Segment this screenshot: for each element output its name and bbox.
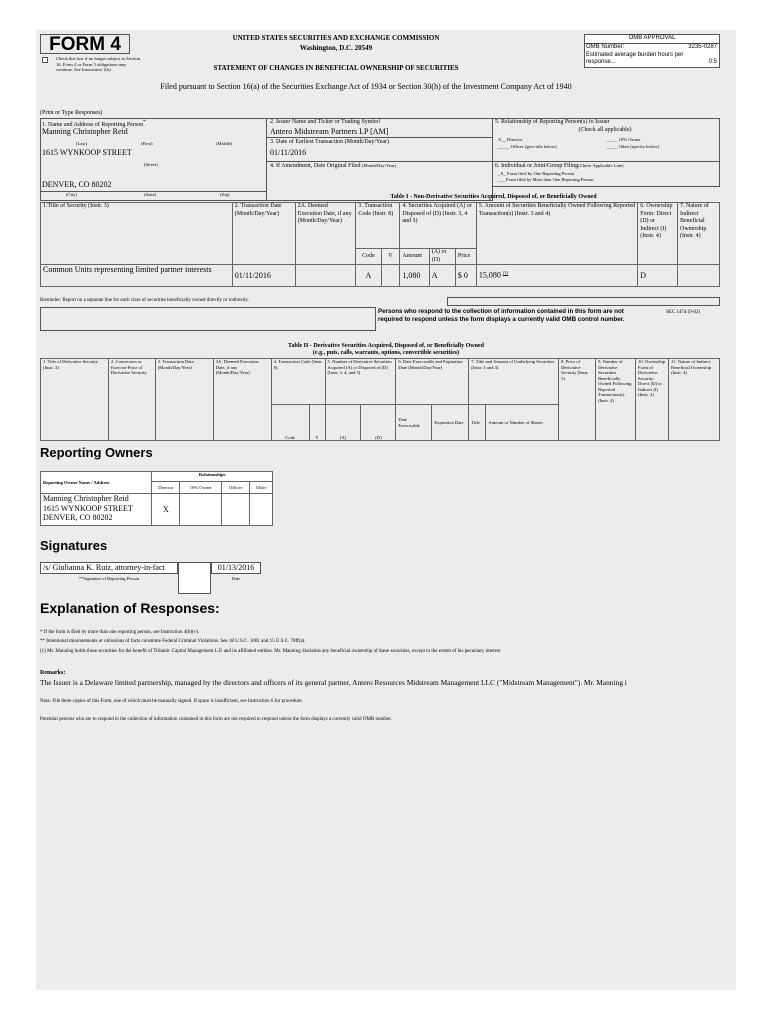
owner-city: DENVER, CO 80202 [43, 513, 113, 522]
owner-address [41, 494, 152, 526]
t1-row-nature [678, 265, 720, 287]
form-title: FORM 4 [40, 34, 130, 54]
state-label: (State) [144, 192, 157, 197]
t2-h10: 10. Ownership Form of Derivative Security: Direct (D) or Indirect (I) (Instr. 4) [636, 359, 669, 441]
signer-name: /s/ Giulianna K. Ruiz, attorney-in-fact [40, 562, 178, 574]
earliest-date: 01/11/2016 [270, 148, 307, 157]
omb-burden: 0.5 [708, 58, 717, 65]
agency-name: UNITED STATES SECURITIES AND EXCHANGE COMMISSION [232, 34, 440, 42]
t1-row-title: Common Units representing limited partner interests [41, 265, 233, 287]
relationship-check-all: (Check all applicable) [578, 127, 632, 133]
earliest-date-label: 3. Date of Earliest Transaction (Month/Day/Year) [270, 139, 390, 145]
relationship-officer: _____ Officer (give title below) [498, 144, 557, 149]
omb-number: 3235-0287 [688, 43, 717, 50]
t1-h4: 4. Securities Acquired (A) or Disposed of (D) (Instr. 3, 4 and 5) [400, 203, 476, 249]
t1-sub-ad: (A) or (D) [429, 249, 455, 265]
t2-h8: 8. Price of Derivative Security (Instr. 5) [559, 359, 596, 441]
t2-sub-title: Title [469, 405, 486, 441]
t2-h2: 2. Conversion or Exercise Price of Derivative Security [108, 359, 155, 441]
filing-one: _X_ Form filed by One Reporting Person [498, 171, 575, 176]
signature-spacer-box [178, 562, 211, 594]
remarks-text: The Issuer is a Delaware limited partnership, managed by the directors and officers of its general partner, Antero Resources Midstream Management LLC ("Midstream Management"). Mr. Manning i [40, 678, 627, 687]
omb-approval-box [584, 34, 720, 68]
issuer-label: 2. Issuer Name and Ticker or Trading Symbol [270, 119, 380, 125]
t2-sub-expiration: Expiration Date [432, 405, 469, 441]
reporting-person-city: DENVER, CO 80202 [42, 180, 112, 189]
t1-h7: 7. Nature of Indirect Beneficial Ownership (Instr. 4) [678, 203, 720, 265]
street-label: (Street) [144, 162, 158, 167]
t1-row-code: A [356, 265, 381, 287]
footnote-1-link[interactable]: (1) [502, 270, 509, 276]
signer-caption: **Signature of Reporting Person [78, 576, 140, 581]
t2-h7: 7. Title and Amount of Underlying Securities (Instr. 3 and 4) [469, 359, 559, 405]
table2 [40, 358, 720, 441]
t1-row-amount: 1,080 [400, 265, 429, 287]
relationship-label: 5. Relationship of Reporting Person(s) to Issuer [495, 119, 610, 125]
t1-row-v [381, 265, 400, 287]
table2-subtitle: (e.g., puts, calls, warrants, options, convertible securities) [312, 350, 460, 356]
t2-sub-amount: Amount or Number of Shares [486, 405, 559, 441]
last-label: (Last) [76, 141, 87, 146]
signatures-heading: Signatures [40, 538, 108, 553]
note-copies: Note: File three copies of this Form, one of which must be manually signed. If space is insufficient, see Instruction 6 for procedure. [40, 699, 303, 704]
t2-sub-code: Code [271, 405, 309, 441]
t1-row-price: $ 0 [455, 265, 476, 287]
signature-date: 01/13/2016 [211, 562, 261, 574]
first-label: (First) [141, 141, 153, 146]
explanation-note-1: * If the form is filed by more than one reporting person, see Instruction 4(b)(v). [40, 630, 200, 635]
t2-h3: 3. Transaction Date (Month/Day/Year) [155, 359, 213, 441]
t2-h6: 6. Date Exercisable and Expiration Date (Month/Day/Year) [396, 359, 469, 405]
reporting-person-street: 1615 WYNKOOP STREET [42, 148, 132, 157]
t1-row-deemed [295, 265, 356, 287]
reminder-blank-box [40, 307, 376, 331]
agency-location: Washington, D.C. 20549 [299, 44, 373, 52]
explanation-note-3: (1) Mr. Manning holds these securities for the benefit of Trilantic Capital Management L.P. and its affiliated entities. Mr. Manning disclaims any beneficial ownership of these securities, except to the extent of his pecuniary interest [40, 649, 501, 654]
owner-name: Manning Christopher Reid [43, 494, 129, 503]
owners-col-relationships: Relationships [152, 472, 273, 482]
owner-street: 1615 WYNKOOP STREET [43, 503, 133, 513]
filed-pursuant: Filed pursuant to Section 16(a) of the Securities Exchange Act of 1934 or Section 30(h) of the Investment Company Act of 1940 [160, 82, 572, 91]
t2-h1: 1. Title of Derivative Security (Instr. 3) [41, 359, 109, 441]
t1-row-date: 01/11/2016 [232, 265, 295, 287]
owner-director-mark: X [152, 494, 180, 526]
table-row [41, 494, 273, 526]
t2-sub-v: V [309, 405, 325, 441]
t1-sub-v: V [381, 249, 400, 265]
t1-sub-price: Price [455, 249, 476, 265]
t2-h4: 4. Transaction Code (Instr. 8) [271, 359, 325, 405]
t2-h9: 9. Number of Derivative Securities Beneficially Owned Following Reported Transaction(s) (Instr. 4) [596, 359, 636, 441]
issuer-name: Antero Midstream Partners LP [AM] [270, 127, 389, 136]
t1-h2a: 2A. Deemed Execution Date, if any (Month/Day/Year) [295, 203, 356, 265]
omb-approval-title: OMB APPROVAL [585, 35, 719, 44]
owners-col-officer: Officer [222, 482, 250, 494]
omb-number-label: OMB Number: [586, 43, 625, 50]
explanation-heading: Explanation of Responses: [40, 600, 220, 616]
t1-h3: 3. Transaction Code (Instr. 8) [356, 203, 400, 249]
owner-10pct-mark [180, 494, 222, 526]
statement-title: STATEMENT OF CHANGES IN BENEFICIAL OWNERSHIP OF SECURITIES [213, 64, 459, 72]
issuer-divider [266, 137, 493, 138]
owner-officer-mark [222, 494, 250, 526]
reporting-person-label: 1. Name and Address of Reporting Person* [42, 120, 146, 128]
potential-persons-note: Potential persons who are to respond to the collection of information contained in this form are not required to respond unless the form displays a currently valid OMB number. [40, 717, 392, 722]
omb-burden-label: Estimated average burden hours per response... [586, 51, 684, 65]
filing-more: ___ Form filed by More than One Reporting Person [498, 177, 594, 182]
t1-row-form: D [638, 265, 678, 287]
owners-col-director: Director [152, 482, 180, 494]
checkbox-note: Check this box if no longer subject to Section 16. Form 4 or Form 5 obligations may continue. See Instruction 1(b). [56, 56, 140, 72]
t1-h5: 5. Amount of Securities Beneficially Owned Following Reported Transaction(s) (Instr. 3 and 4) [476, 203, 637, 265]
t2-h5: 5. Number of Derivative Securities Acquired (A) or Disposed of (D) (Instr. 3, 4, and 5) [325, 359, 396, 405]
persons-notice: Persons who respond to the collection of information contained in this form are not required to respond unless the form displays a currently valid OMB control number. [378, 308, 625, 323]
sec-code: SEC 1474 (9-02) [666, 310, 701, 315]
t2-sub-a: (A) [325, 405, 361, 441]
t2-sub-d: (D) [361, 405, 396, 441]
table1-title: Table I - Non-Derivative Securities Acquired, Disposed of, or Beneficially Owned [390, 194, 597, 200]
t1-h1: 1.Title of Security (Instr. 3) [41, 203, 233, 265]
table2-title: Table II - Derivative Securities Acquired, Disposed of, or Beneficially Owned [288, 343, 484, 349]
t1-sub-code: Code [356, 249, 381, 265]
reporting-owners-heading: Reporting Owners [40, 445, 153, 460]
form-page [36, 30, 736, 990]
print-note: (Print or Type Responses) [40, 110, 103, 116]
no-longer-subject-checkbox[interactable] [42, 57, 48, 63]
filing-label: 6. Individual or Joint/Group Filing(Check Applicable Line) [495, 163, 624, 169]
relationship-director: X__ Director [498, 137, 523, 142]
t1-row-owned: 15,080 $^{(1)}$ [476, 265, 637, 287]
relationship-10pct: _____ 10% Owner [606, 137, 641, 142]
t2-sub-exercisable: Date Exercisable [396, 405, 432, 441]
table1 [40, 202, 720, 287]
relationship-other: _____ Other (specify below) [606, 144, 659, 149]
owner-other-mark [250, 494, 273, 526]
remarks-label: Remarks: [40, 670, 66, 676]
t2-h3a: 3A. Deemed Execution Date, if any (Month/Day/Year) [213, 359, 271, 441]
t1-sub-amount: Amount [400, 249, 429, 265]
zip-label: (Zip) [220, 192, 230, 197]
t1-h2: 2. Transaction Date (Month/Day/Year) [232, 203, 295, 265]
reporting-owners-table [40, 471, 273, 526]
owners-col-name: Reporting Owner Name / Address [41, 472, 152, 494]
t2-h11: 11. Nature of Indirect Beneficial Ownership (Instr. 4) [669, 359, 720, 441]
owners-col-other: Other [250, 482, 273, 494]
city-label: (City) [66, 192, 77, 197]
reminder: Reminder: Report on a separate line for each class of securities beneficially owned directly or indirectly. [40, 298, 249, 303]
middle-label: (Middle) [216, 141, 233, 146]
table-row [41, 265, 720, 287]
signature-date-caption: Date [231, 576, 241, 581]
reporting-person-name: Manning Christopher Reid [42, 127, 128, 136]
t1-row-ad: A [429, 265, 455, 287]
notice-blank-box [447, 297, 720, 306]
explanation-note-2: ** Intentional misstatements or omissions of facts constitute Federal Criminal Violations. See 18 U.S.C. 1001 and 15 U.S.C. 78ff(a). [40, 639, 306, 644]
t1-h6: 6. Ownership Form: Direct (D) or Indirect (I) (Instr. 4) [638, 203, 678, 265]
owners-col-10pct: 10% Owner [180, 482, 222, 494]
amendment-label: 4. If Amendment, Date Original Filed (Month/Day/Year) [270, 163, 396, 169]
